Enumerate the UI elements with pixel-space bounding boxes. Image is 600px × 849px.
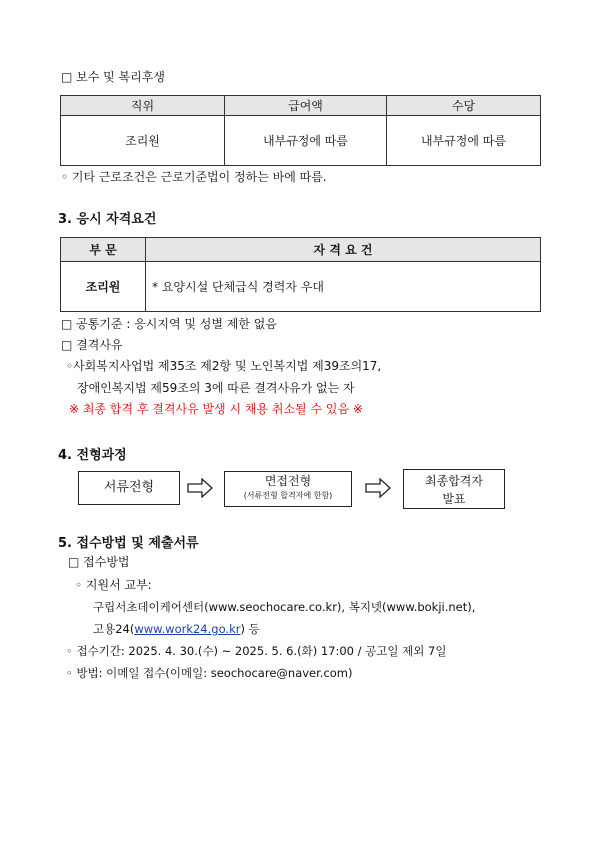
step-interview: [224, 471, 352, 507]
qual-header-dept: 부 문: [61, 238, 146, 262]
step-final-line-2: 발표: [442, 492, 466, 506]
arrow-right-icon: [186, 478, 214, 498]
qualification-table: [60, 237, 541, 312]
distribution-suffix: ) 등: [240, 622, 260, 636]
apply-method-heading: □ 접수방법: [68, 555, 130, 569]
qual-header-req: 자 격 요 건: [146, 238, 541, 262]
disqualification-line-1: ◦사회복지사업법 제35조 제2항 및 노인복지법 제39조의17,: [66, 359, 382, 373]
arrow-right-icon: [364, 478, 392, 498]
application-period: ◦ 접수기간: 2025. 4. 30.(수) ~ 2025. 5. 6.(화) 17:00 / 공고일 제외 7일: [66, 644, 447, 658]
qual-cell-dept: 조리원: [61, 262, 146, 312]
step-interview-title: 면접전형: [264, 474, 312, 488]
cancellation-warning: ※ 최종 합격 후 결격사유 발생 시 채용 취소될 수 있음 ※: [69, 402, 363, 416]
distribution-prefix: 고용24(: [93, 622, 135, 636]
step-final-line-1: 최종합격자: [425, 474, 483, 488]
step-document-screening-label: 서류전형: [103, 480, 155, 495]
step-interview-note: (서류전형 합격자에 한함): [243, 491, 333, 500]
qual-cell-req: * 요양시설 단체급식 경력자 우대: [146, 262, 541, 312]
pay-header-position: 직위: [61, 96, 225, 116]
pay-table: [60, 95, 541, 166]
qualification-heading: 3. 응시 자격요건: [58, 212, 157, 227]
pay-header-allowance: 수당: [387, 96, 541, 116]
disqualification-line-2: 장애인복지법 제59조의 3에 따른 결격사유가 없는 자: [77, 381, 355, 395]
pay-heading: □ 보수 및 복리후생: [61, 70, 165, 84]
pay-cell-position: 조리원: [61, 116, 225, 166]
distribution-label: ◦ 지원서 교부:: [75, 578, 152, 592]
pay-header-salary: 급여액: [225, 96, 387, 116]
distribution-line-1: 구립서초데이케어센터(www.seochocare.co.kr), 복지넷(www.bokji.net),: [93, 600, 476, 614]
pay-cell-salary: 내부규정에 따름: [225, 116, 387, 166]
pay-note: ◦ 기타 근로조건은 근로기준법이 정하는 바에 따름.: [61, 170, 327, 184]
distribution-line-2: [93, 621, 260, 637]
common-criteria: □ 공통기준 : 응시지역 및 성별 제한 없음: [61, 317, 277, 331]
apply-heading: 5. 접수방법 및 제출서류: [58, 536, 199, 551]
process-heading: 4. 전형과정: [58, 448, 127, 463]
step-final-announcement: [403, 469, 505, 509]
step-document-screening: [78, 471, 180, 505]
disqualification-heading: □ 결격사유: [61, 338, 123, 352]
application-method: ◦ 방법: 이메일 접수(이메일: seochocare@naver.com): [66, 666, 353, 680]
pay-cell-allowance: 내부규정에 따름: [387, 116, 541, 166]
work24-link[interactable]: www.work24.go.kr: [134, 622, 241, 636]
